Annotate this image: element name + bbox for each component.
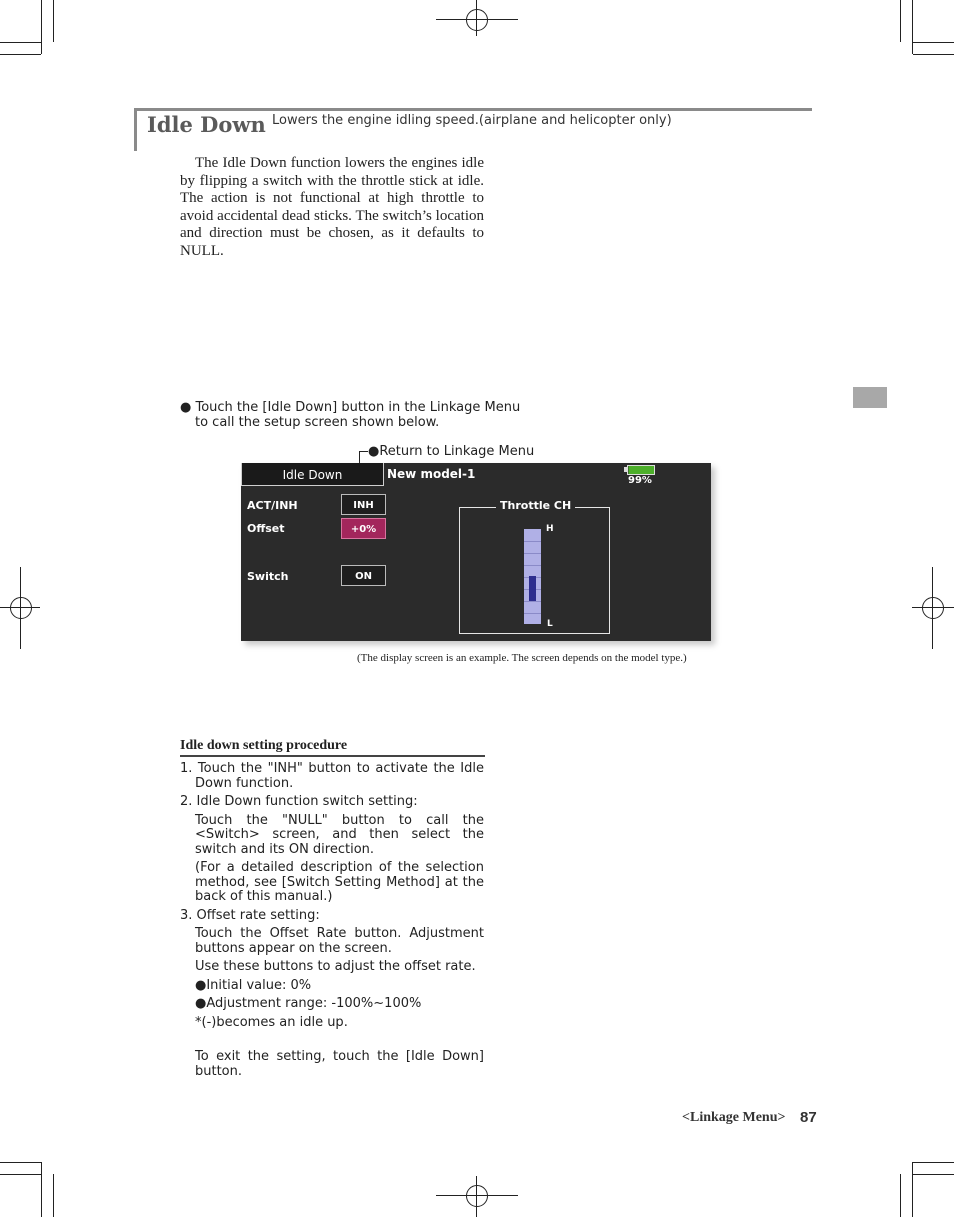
step-2: 2. Idle Down function switch setting: [180,794,418,809]
touch-note [180,400,525,430]
footer-section: <Linkage Menu> [682,1110,786,1125]
throttle-tick [524,553,541,554]
step-3: 3. Offset rate setting: [180,907,320,923]
offset-button[interactable]: +0% [341,518,386,539]
page-title: Idle Down [147,112,266,137]
act-inh-label: ACT/INH [247,499,298,512]
intro-paragraph: The Idle Down function lowers the engines idle by flipping a switch with the throttle stick at idle. The action is not functional at high throttle to avoid accidental dead sticks. The switch’s location and direction must be chosen, as it defaults to NULL. [180,155,484,259]
battery-percent: 99% [628,475,652,486]
page-subtitle: Lowers the engine idling speed.(airplane and helicopter only) [272,113,672,128]
touch-note-line1: ● Touch the [Idle Down] button in the Linkage Menu [180,400,521,415]
procedure-steps [180,762,484,1083]
return-callout: ●Return to Linkage Menu [368,444,535,459]
switch-button[interactable]: ON [341,565,386,586]
step-3-detail: Touch the Offset Rate button. Adjustment buttons appear on the screen. [195,926,484,956]
idle-up-note: *(-)becomes an idle up. [195,1014,348,1030]
step-3-instruction: Use these buttons to adjust the offset rate. [195,959,476,974]
section-tab [853,387,887,408]
step-1: 1. Touch the "INH" button to activate the Idle Down function. [180,761,484,791]
act-inh-button[interactable]: INH [341,494,386,515]
step-2-detail: Touch the "NULL" button to call the <Switch> screen, and then select the switch and its ON direction. [195,812,484,857]
throttle-tick [524,541,541,542]
throttle-tick [524,601,541,602]
throttle-tick [524,613,541,614]
screen-caption: (The display screen is an example. The screen depends on the model type.) [357,652,687,664]
procedure-heading: Idle down setting procedure [180,738,485,757]
exit-instruction: To exit the setting, touch the [Idle Down] button. [195,1049,484,1079]
throttle-position [529,576,536,601]
throttle-title: Throttle CH [496,499,575,512]
initial-value: ●Initial value: 0% [195,977,312,993]
adjustment-range: ●Adjustment range: -100%~100% [195,996,422,1011]
throttle-low-label: L [547,619,553,629]
throttle-high-label: H [546,524,554,534]
switch-label: Switch [247,570,289,583]
throttle-tick [524,565,541,566]
step-2-note: (For a detailed description of the selection method, see [Switch Setting Method] at the back of this manual.) [195,860,484,904]
offset-label: Offset [247,522,285,535]
model-name: New model-1 [387,467,476,481]
battery-icon [627,465,655,475]
title-rule [136,108,812,111]
touch-note-line2: to call the setup screen shown below. [195,415,440,430]
idle-down-tab-button[interactable]: Idle Down [241,463,384,486]
title-side-rule [134,108,137,151]
page-number: 87 [800,1109,817,1126]
device-screen [241,463,711,641]
